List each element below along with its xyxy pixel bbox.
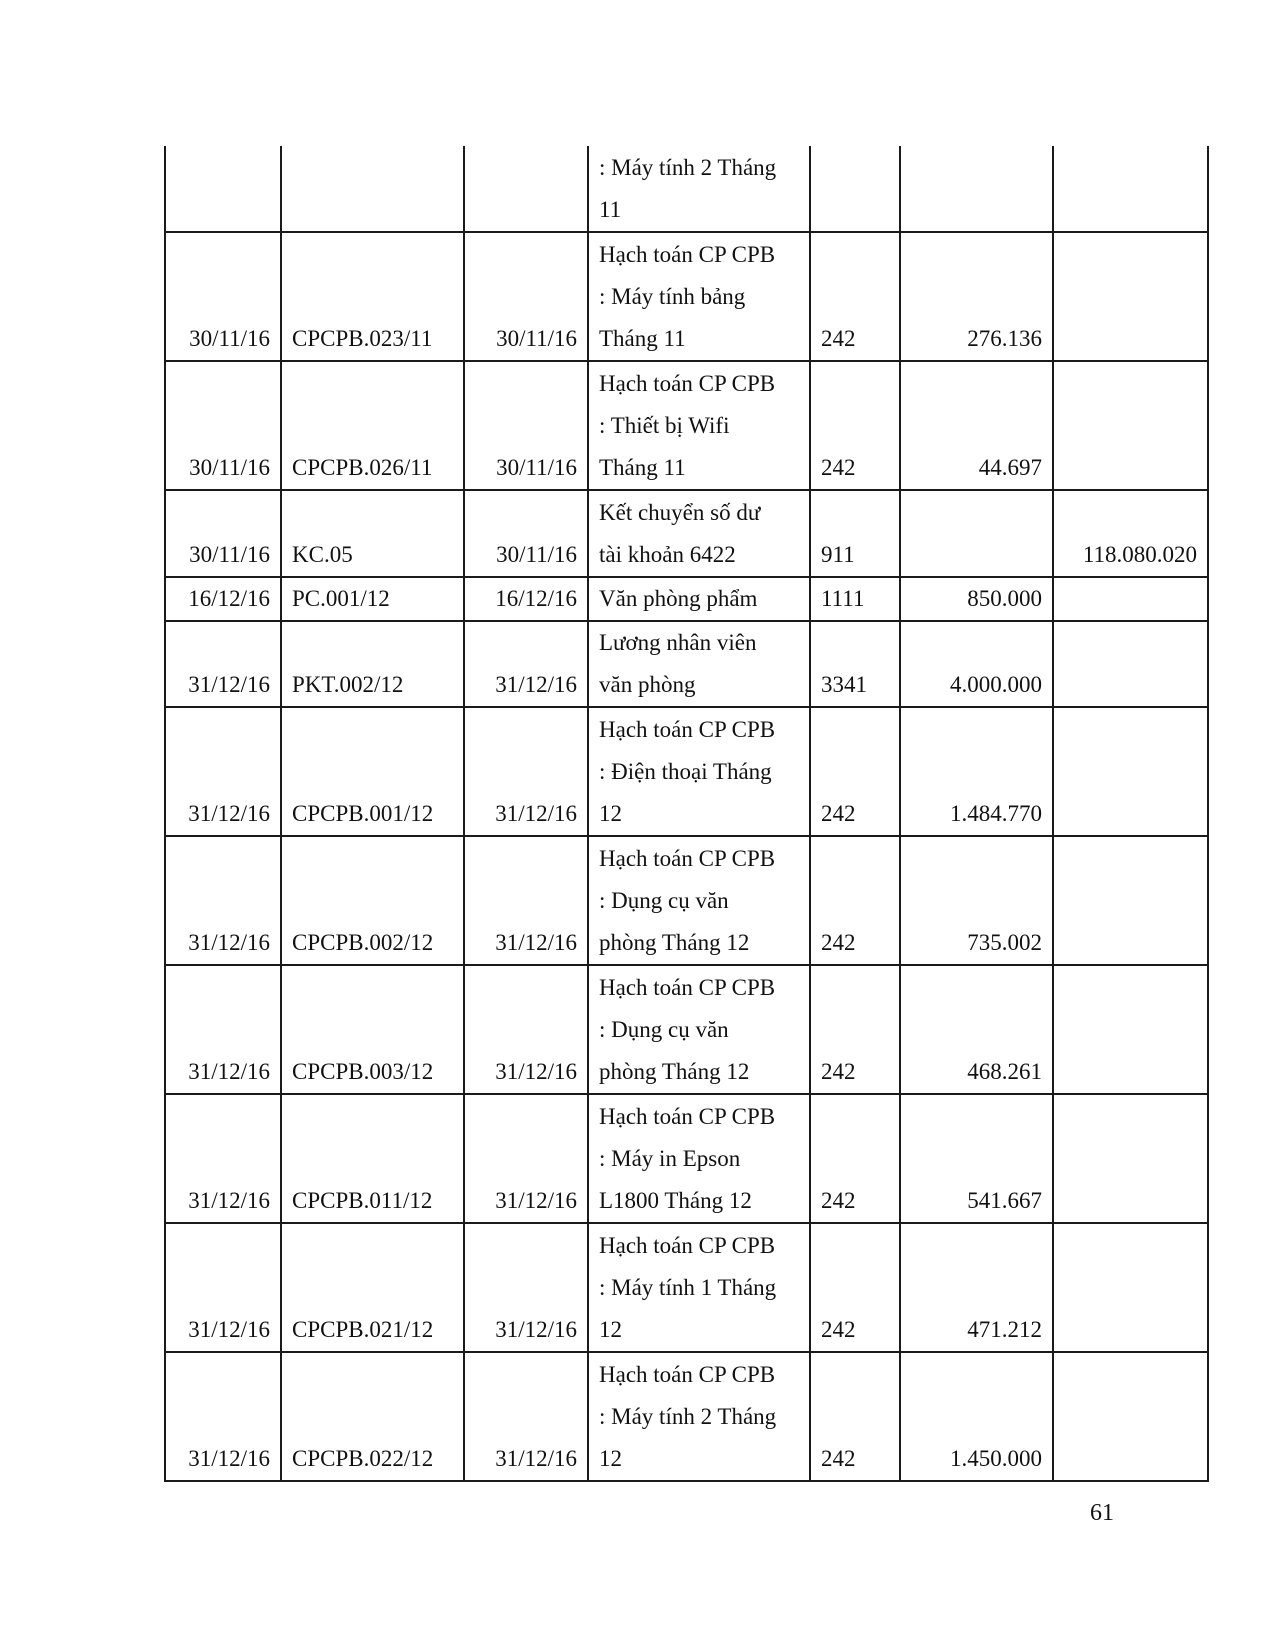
document-date-cell: 31/12/16 [464,836,588,965]
document-number-cell: CPCPB.026/11 [281,361,464,490]
credit-amount-cell [1053,577,1208,621]
entry-date-cell: 31/12/16 [165,621,281,707]
counter-account-cell: 242 [810,361,900,490]
document-date-cell: 31/12/16 [464,1094,588,1223]
document-number-cell: CPCPB.002/12 [281,836,464,965]
description-line: phòng Tháng 12 [599,930,750,955]
ledger-body [165,146,1208,1481]
document-number-cell: CPCPB.023/11 [281,232,464,361]
description-line: Lương nhân viên [599,630,757,655]
table-row [165,1094,1208,1223]
description-cell [588,146,810,232]
table-row [165,232,1208,361]
description-line: : Thiết bị Wifi [599,413,730,438]
counter-account-cell: 242 [810,836,900,965]
description-line: 12 [599,801,622,826]
document-number-cell: CPCPB.022/12 [281,1352,464,1481]
debit-amount-cell: 850.000 [900,577,1053,621]
description-line: : Máy tính bảng [599,284,746,309]
description-cell [588,1352,810,1481]
document-number-cell: KC.05 [281,490,464,577]
document-number-cell: CPCPB.011/12 [281,1094,464,1223]
table-row [165,490,1208,577]
description-line: Hạch toán CP CPB [599,242,776,267]
description-line: 12 [599,1446,622,1471]
table-row [165,707,1208,836]
credit-amount-cell [1053,232,1208,361]
document-date-cell: 31/12/16 [464,1223,588,1352]
credit-amount-cell [1053,1223,1208,1352]
description-line: Hạch toán CP CPB [599,1233,776,1258]
debit-amount-cell: 276.136 [900,232,1053,361]
debit-amount-cell: 471.212 [900,1223,1053,1352]
table-row [165,836,1208,965]
description-line: : Điện thoại Tháng [599,759,772,784]
ledger-table [164,146,1209,1482]
description-cell [588,577,810,621]
credit-amount-cell [1053,361,1208,490]
entry-date-cell: 31/12/16 [165,836,281,965]
description-line: phòng Tháng 12 [599,1059,750,1084]
description-line: văn phòng [599,672,696,697]
table-row [165,1223,1208,1352]
description-line: : Máy tính 1 Tháng [599,1275,777,1300]
counter-account-cell: 1111 [810,577,900,621]
debit-amount-cell [900,490,1053,577]
credit-amount-cell: 118.080.020 [1053,490,1208,577]
entry-date-cell: 31/12/16 [165,1352,281,1481]
credit-amount-cell [1053,707,1208,836]
document-number-cell: CPCPB.021/12 [281,1223,464,1352]
credit-amount-cell [1053,1352,1208,1481]
debit-amount-cell: 1.450.000 [900,1352,1053,1481]
credit-amount-cell [1053,965,1208,1094]
description-line: Hạch toán CP CPB [599,846,776,871]
counter-account-cell: 911 [810,490,900,577]
document-number-cell [281,146,464,232]
description-line: L1800 Tháng 12 [599,1188,752,1213]
debit-amount-cell: 468.261 [900,965,1053,1094]
counter-account-cell: 242 [810,707,900,836]
description-line: : Dụng cụ văn [599,888,729,913]
description-line: Hạch toán CP CPB [599,1104,776,1129]
table-row [165,146,1208,232]
debit-amount-cell: 44.697 [900,361,1053,490]
table-row [165,361,1208,490]
description-cell [588,361,810,490]
table-row [165,577,1208,621]
counter-account-cell: 242 [810,965,900,1094]
document-date-cell: 31/12/16 [464,621,588,707]
description-cell [588,232,810,361]
description-line: Văn phòng phẩm [599,586,758,611]
counter-account-cell: 3341 [810,621,900,707]
description-cell [588,1223,810,1352]
page-number: 61 [1090,1500,1114,1526]
document-number-cell: PKT.002/12 [281,621,464,707]
description-cell [588,1094,810,1223]
document-number-cell: CPCPB.001/12 [281,707,464,836]
entry-date-cell [165,146,281,232]
document-number-cell: PC.001/12 [281,577,464,621]
debit-amount-cell: 1.484.770 [900,707,1053,836]
debit-amount-cell [900,146,1053,232]
entry-date-cell: 30/11/16 [165,490,281,577]
entry-date-cell: 16/12/16 [165,577,281,621]
debit-amount-cell: 4.000.000 [900,621,1053,707]
description-line: 11 [599,197,622,222]
description-cell [588,707,810,836]
description-line: Hạch toán CP CPB [599,975,776,1000]
entry-date-cell: 31/12/16 [165,1094,281,1223]
document-date-cell: 16/12/16 [464,577,588,621]
description-cell [588,621,810,707]
description-line: : Máy tính 2 Tháng [599,1404,777,1429]
counter-account-cell: 242 [810,1223,900,1352]
document-date-cell: 31/12/16 [464,965,588,1094]
credit-amount-cell [1053,146,1208,232]
entry-date-cell: 31/12/16 [165,965,281,1094]
table-row [165,621,1208,707]
description-line: Kết chuyển số dư [599,500,761,525]
document-date-cell: 31/12/16 [464,707,588,836]
document-date-cell: 31/12/16 [464,1352,588,1481]
description-line: Tháng 11 [599,455,686,480]
description-line: Hạch toán CP CPB [599,371,776,396]
entry-date-cell: 30/11/16 [165,232,281,361]
entry-date-cell: 31/12/16 [165,1223,281,1352]
description-line: Tháng 11 [599,326,686,351]
counter-account-cell: 242 [810,1352,900,1481]
description-line: : Máy tính 2 Tháng [599,155,777,180]
description-line: Hạch toán CP CPB [599,717,776,742]
counter-account-cell [810,146,900,232]
document-date-cell [464,146,588,232]
credit-amount-cell [1053,621,1208,707]
counter-account-cell: 242 [810,1094,900,1223]
description-cell [588,965,810,1094]
debit-amount-cell: 541.667 [900,1094,1053,1223]
description-line: 12 [599,1317,622,1342]
description-line: tài khoản 6422 [599,542,736,567]
document-date-cell: 30/11/16 [464,361,588,490]
description-line: Hạch toán CP CPB [599,1362,776,1387]
document-date-cell: 30/11/16 [464,490,588,577]
debit-amount-cell: 735.002 [900,836,1053,965]
description-cell [588,490,810,577]
counter-account-cell: 242 [810,232,900,361]
credit-amount-cell [1053,1094,1208,1223]
table-row [165,965,1208,1094]
description-cell [588,836,810,965]
document-number-cell: CPCPB.003/12 [281,965,464,1094]
credit-amount-cell [1053,836,1208,965]
description-line: : Máy in Epson [599,1146,741,1171]
entry-date-cell: 30/11/16 [165,361,281,490]
entry-date-cell: 31/12/16 [165,707,281,836]
document-date-cell: 30/11/16 [464,232,588,361]
table-row [165,1352,1208,1481]
description-line: : Dụng cụ văn [599,1017,729,1042]
